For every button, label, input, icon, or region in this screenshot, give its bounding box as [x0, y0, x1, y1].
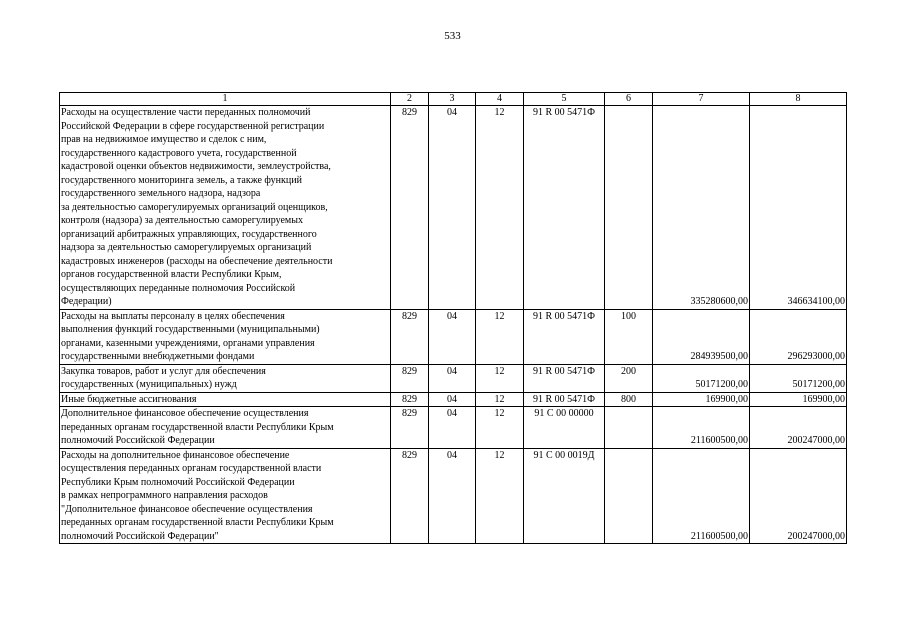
table-row — [60, 392, 847, 407]
target-item-cell: 91 R 00 5471Ф — [524, 364, 605, 392]
amount-year-2-cell: 200247000,00 — [750, 448, 847, 544]
target-item-cell: 91 R 00 5471Ф — [524, 392, 605, 407]
description-cell — [60, 407, 391, 449]
admin-code-cell: 829 — [391, 106, 429, 310]
description-line: организаций арбитражных управляющих, государственного — [61, 228, 317, 240]
description-line: переданных органам государственной власти Республики Крым — [61, 421, 334, 433]
description-line: Расходы на выплаты персоналу в целях обеспечения — [61, 310, 285, 322]
column-number-row — [60, 93, 847, 106]
description-line: контроля (надзора) за деятельностью саморегулируемых — [61, 215, 303, 226]
target-item-cell: 91 С 00 0019Д — [524, 448, 605, 544]
description-line: органов государственной власти Республики Крым, — [61, 269, 282, 280]
description-cell — [60, 309, 391, 364]
expense-type-cell: 800 — [605, 392, 653, 407]
description-line: Республики Крым полномочий Российской Федерации — [61, 476, 295, 488]
section-cell: 04 — [429, 364, 476, 392]
description-line: кадастровых инженеров (расходы на обеспечение деятельности — [61, 255, 333, 267]
description-line: государственных (муниципальных) нужд — [61, 379, 237, 390]
description-line: осуществления переданных органам государственной власти — [61, 463, 322, 474]
description-line: выполнения функций государственными (муниципальными) — [61, 324, 320, 335]
admin-code-cell: 829 — [391, 309, 429, 364]
admin-code-cell: 829 — [391, 364, 429, 392]
description-line: государственного мониторинга земель, а также функций — [61, 174, 302, 186]
table-row — [60, 448, 847, 544]
admin-code-cell: 829 — [391, 407, 429, 449]
page-number: 533 — [444, 30, 461, 42]
description-line: Дополнительное финансовое обеспечение осуществления — [61, 408, 309, 419]
column-number: 7 — [653, 93, 750, 106]
table-row — [60, 364, 847, 392]
description-line: полномочий Российской Федерации — [61, 435, 215, 446]
subsection-cell: 12 — [476, 407, 524, 449]
description-line: Закупка товаров, работ и услуг для обеспечения — [61, 365, 266, 377]
description-line: прав на недвижимое имущество и сделок с ним, — [61, 134, 267, 145]
table-row — [60, 309, 847, 364]
amount-year-1-cell: 169900,00 — [653, 392, 750, 407]
subsection-cell: 12 — [476, 364, 524, 392]
description-cell — [60, 448, 391, 544]
expense-type-cell: 200 — [605, 364, 653, 392]
description-line: кадастровой оценки объектов недвижимости, землеустройства, — [61, 161, 331, 172]
table-row — [60, 407, 847, 449]
amount-year-2-cell: 200247000,00 — [750, 407, 847, 449]
description-line: "Дополнительное финансовое обеспечение осуществления — [61, 503, 313, 515]
section-cell: 04 — [429, 309, 476, 364]
description-line: в рамках непрограммного направления расходов — [61, 490, 268, 501]
description-line: переданных органам государственной власти Республики Крым — [61, 517, 334, 528]
expense-type-cell: 100 — [605, 309, 653, 364]
description-line: Расходы на дополнительное финансовое обеспечение — [61, 449, 290, 461]
description-line: государственного земельного надзора, надзора — [61, 188, 261, 199]
description-line: осуществляющих переданные полномочия Российской — [61, 282, 296, 294]
description-line: Федерации) — [61, 296, 112, 307]
column-number: 8 — [750, 93, 847, 106]
subsection-cell: 12 — [476, 392, 524, 407]
amount-year-1-cell: 284939500,00 — [653, 309, 750, 364]
table-row — [60, 106, 847, 310]
description-line: Расходы на осуществление части переданных полномочий — [61, 107, 311, 118]
amount-year-1-cell: 50171200,00 — [653, 364, 750, 392]
target-item-cell: 91 С 00 00000 — [524, 407, 605, 449]
column-number: 1 — [60, 93, 391, 106]
admin-code-cell: 829 — [391, 448, 429, 544]
description-cell — [60, 364, 391, 392]
column-number: 3 — [429, 93, 476, 106]
expense-type-cell — [605, 106, 653, 310]
amount-year-1-cell: 335280600,00 — [653, 106, 750, 310]
subsection-cell: 12 — [476, 448, 524, 544]
target-item-cell: 91 R 00 5471Ф — [524, 106, 605, 310]
amount-year-2-cell: 346634100,00 — [750, 106, 847, 310]
target-item-cell: 91 R 00 5471Ф — [524, 309, 605, 364]
description-line: надзора за деятельностью саморегулируемых организаций — [61, 242, 312, 253]
section-cell: 04 — [429, 106, 476, 310]
description-line: полномочий Российской Федерации" — [61, 530, 219, 542]
section-cell: 04 — [429, 392, 476, 407]
column-number: 4 — [476, 93, 524, 106]
column-number: 5 — [524, 93, 605, 106]
amount-year-2-cell: 296293000,00 — [750, 309, 847, 364]
description-line: органами, казенными учреждениями, органами управления — [61, 337, 315, 349]
amount-year-2-cell: 169900,00 — [750, 392, 847, 407]
description-line: Российской Федерации в сфере государственной регистрации — [61, 120, 325, 132]
description-cell — [60, 106, 391, 310]
amount-year-1-cell: 211600500,00 — [653, 448, 750, 544]
amount-year-2-cell: 50171200,00 — [750, 364, 847, 392]
budget-table — [59, 92, 847, 544]
section-cell: 04 — [429, 407, 476, 449]
expense-type-cell — [605, 448, 653, 544]
amount-year-1-cell: 211600500,00 — [653, 407, 750, 449]
description-line: Иные бюджетные ассигнования — [61, 393, 197, 405]
admin-code-cell: 829 — [391, 392, 429, 407]
column-number: 6 — [605, 93, 653, 106]
expense-type-cell — [605, 407, 653, 449]
description-line: государственными внебюджетными фондами — [61, 351, 255, 362]
section-cell: 04 — [429, 448, 476, 544]
description-cell — [60, 392, 391, 407]
description-line: государственного кадастрового учета, государственной — [61, 147, 297, 159]
column-number: 2 — [391, 93, 429, 106]
description-line: за деятельностью саморегулируемых организаций оценщиков, — [61, 201, 328, 213]
subsection-cell: 12 — [476, 309, 524, 364]
subsection-cell: 12 — [476, 106, 524, 310]
